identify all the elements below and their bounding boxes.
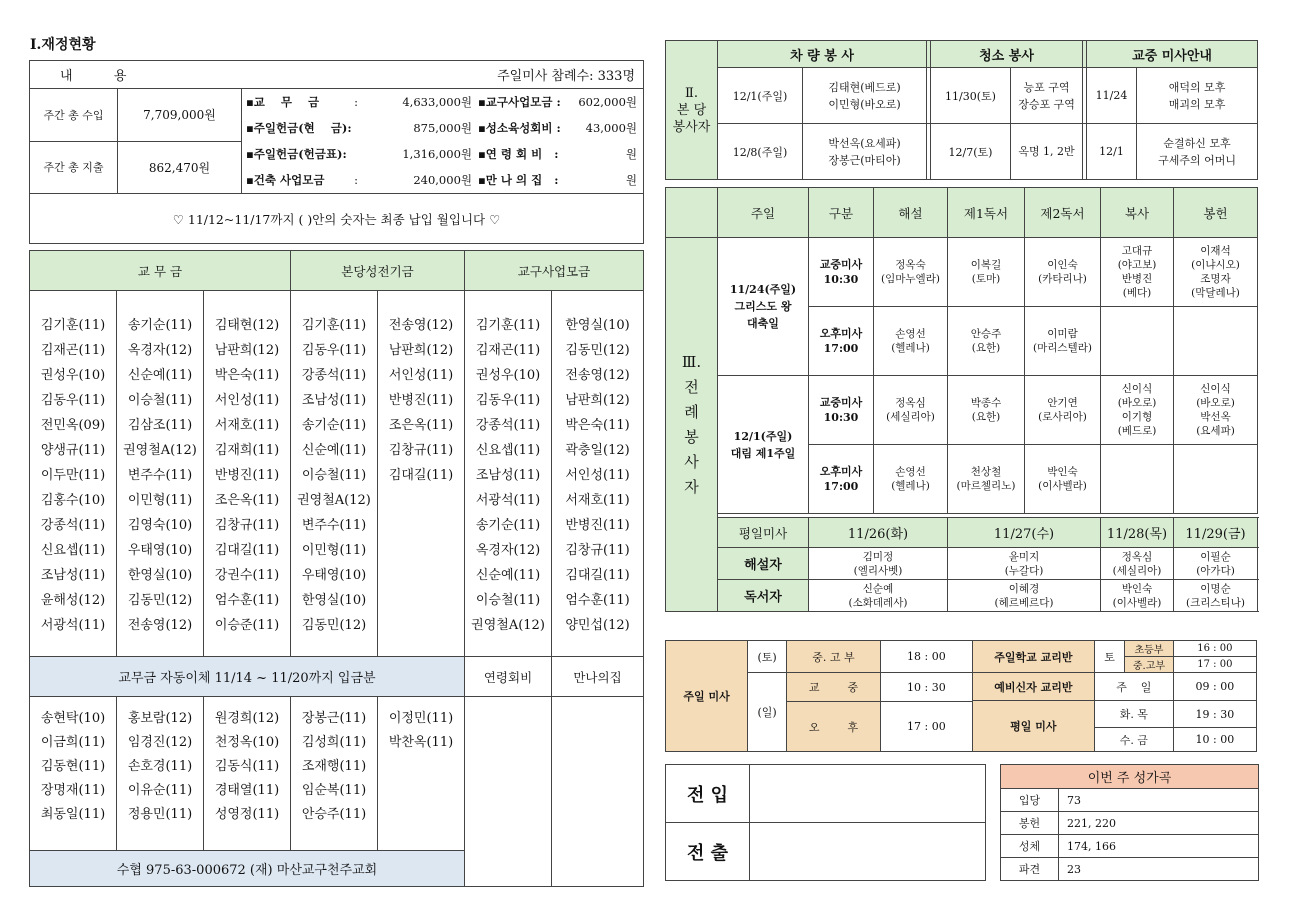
manna-header: 만나의집 [552, 657, 644, 697]
to-label: 토 [1094, 641, 1124, 673]
liturgy-header-cell: 제1독서 [948, 188, 1025, 238]
donor-name: 곽충일(12) [565, 443, 630, 458]
auto-transfer-name: 김동식(11) [214, 759, 280, 774]
auto-transfer-name: 장명재(11) [40, 783, 106, 798]
middle-high-label: 중. 고 부 [787, 641, 881, 673]
finance-items [242, 89, 643, 193]
donor-column [465, 291, 552, 657]
content-header-row [30, 61, 644, 89]
donor-name: 한영실(10) [127, 568, 193, 583]
hymn-value: 221, 220 [1059, 812, 1259, 835]
donor-name: 김기훈(11) [40, 318, 106, 333]
sunday-mass-label: 주일 미사 [666, 641, 748, 752]
weekday-reader: 박인숙 (이사벨라) [1101, 580, 1174, 612]
donor-name: 김대길(11) [388, 468, 454, 483]
donor-name: 박은숙(11) [565, 418, 630, 433]
finance-item-label2: ▪교구사업모금 : [478, 95, 561, 109]
parish-service-label: Ⅱ. 본 당 봉사자 [666, 41, 718, 180]
donor-name: 김대길(11) [214, 543, 280, 558]
donor-column [552, 291, 644, 657]
donor-name: 김기훈(11) [475, 318, 541, 333]
auto-transfer-column [291, 697, 378, 851]
catechumen-day: 주 일 [1094, 673, 1173, 701]
liturgy-header-cell: 제2독서 [1025, 188, 1101, 238]
donor-name: 엄수훈(11) [565, 593, 630, 608]
hymn-label: 봉헌 [1001, 812, 1059, 835]
donor-name: 권영철A(12) [471, 618, 545, 633]
donor-name: 김재곤(11) [40, 343, 106, 358]
donor-name: 양민섭(12) [565, 618, 630, 633]
donor-name: 김동민(12) [565, 343, 630, 358]
donor-column [117, 291, 204, 657]
weekly-income-label: 주간 총 수입 [30, 89, 118, 142]
wed-fri-label: 수. 금 [1094, 728, 1173, 752]
car-names: 김태현(베드로) 이민형(바오로) [803, 68, 927, 124]
hymn-table [1000, 764, 1259, 881]
clean-area: 옥명 1, 2반 [1011, 124, 1083, 180]
donor-name: 김홍수(10) [40, 493, 106, 508]
finance-item-label2: ▪연 령 회 비 : [478, 147, 559, 161]
donor-name: 조은옥(11) [388, 418, 454, 433]
finance-summary-table [29, 60, 644, 244]
donor-name: 서인성(11) [388, 368, 454, 383]
finance-item-colon: : [354, 95, 358, 109]
liturgy-minister: 천상철 (마르첼리노) [948, 445, 1025, 514]
auto-transfer-name: 김성희(11) [301, 735, 367, 750]
donor-name: 전송영(12) [127, 618, 193, 633]
donor-name: 서광석(11) [40, 618, 106, 633]
finance-item-label: ▪건축 사업모금 [246, 173, 325, 187]
liturgy-header-row [666, 188, 1258, 238]
finance-item-amount2: 원 [625, 173, 637, 187]
sunday-school-label: 주일학교 교리반 [972, 641, 1094, 673]
guide-date: 11/24 [1087, 68, 1137, 124]
transfer-in-label: 전 입 [666, 765, 750, 823]
weekday-date: 11/28(목) [1101, 518, 1174, 548]
tue-thu-time: 19 : 30 [1173, 701, 1256, 728]
finance-item-row [242, 115, 643, 141]
elementary-time: 16 : 00 [1173, 641, 1256, 657]
auto-transfer-name: 송현탁(10) [40, 711, 106, 726]
auto-transfer-name: 안승주(11) [301, 807, 367, 822]
gyojung-time: 10 : 30 [880, 673, 972, 702]
liturgy-minister: 이인숙 (카타리나) [1025, 238, 1101, 307]
hymn-value: 174, 166 [1059, 835, 1259, 858]
gyomu-header: 교 무 금 [30, 251, 291, 291]
donor-table [29, 250, 644, 887]
donor-name: 조은옥(11) [214, 493, 280, 508]
donor-name: 반병진(11) [214, 468, 280, 483]
liturgy-minister: 정옥심 (세실리아) [874, 376, 948, 445]
auto-transfer-name: 경태열(11) [214, 783, 280, 798]
transfer-in-value [750, 765, 986, 823]
donor-name: 김동우(11) [301, 343, 367, 358]
mass-type: 오후미사 17:00 [809, 307, 874, 376]
auto-transfer-name: 이정민(11) [388, 711, 454, 726]
finance-items-cell [242, 89, 644, 194]
donor-name: 송기순(11) [301, 418, 367, 433]
donor-name: 박은숙(11) [214, 368, 280, 383]
auto-transfer-name: 정용민(11) [127, 807, 193, 822]
donor-name: 남판희(12) [565, 393, 630, 408]
clean-date: 12/7(토) [931, 124, 1011, 180]
liturgy-minister: 신이식 (바오로) 이기형 (베드로) [1101, 376, 1174, 445]
liturgy-minister: 안기연 (로사리아) [1025, 376, 1101, 445]
weekday-header-row [666, 518, 1258, 548]
donor-column [30, 291, 117, 657]
donor-name: 서재호(11) [214, 418, 280, 433]
donor-column [204, 291, 291, 657]
wed-fri-time: 10 : 00 [1173, 728, 1256, 752]
car-service-header: 차 량 봉 사 [718, 41, 927, 68]
car-date: 12/8(주일) [718, 124, 803, 180]
yeonryeong-header: 연령회비 [465, 657, 552, 697]
donor-name: 서인성(11) [565, 468, 630, 483]
donor-name: 남판희(12) [214, 343, 280, 358]
donor-name: 반병진(11) [565, 518, 630, 533]
donor-name: 우태영(10) [127, 543, 193, 558]
liturgy-header-cell: 구분 [809, 188, 874, 238]
liturgy-header-cell: 주일 [718, 188, 809, 238]
ohu-label: 오 후 [787, 702, 881, 752]
donor-name: 권성우(10) [40, 368, 106, 383]
liturgy-service-table [665, 187, 1258, 612]
middle-high2-time: 17 : 00 [1173, 657, 1256, 673]
donor-name: 우태영(10) [301, 568, 367, 583]
auto-transfer-name: 장봉근(11) [301, 711, 367, 726]
finance-item-amount: 4,633,000원 [402, 95, 472, 109]
auto-transfer-name: 김동현(11) [40, 759, 106, 774]
donor-name: 권영철A(12) [123, 443, 197, 458]
weekday-commentator: 김미정 (엘리사벳) [809, 548, 948, 580]
donor-name: 송기순(11) [127, 318, 193, 333]
donor-name: 서광석(11) [475, 493, 541, 508]
finance-item-label: ▪주일헌금(현 금): [246, 121, 352, 135]
donor-name: 신순예(11) [301, 443, 367, 458]
hymn-label: 파견 [1001, 858, 1059, 881]
finance-item-row [242, 141, 643, 167]
auto-transfer-column [117, 697, 204, 851]
auto-transfer-column [378, 697, 465, 851]
hymn-label: 입당 [1001, 789, 1059, 812]
auto-transfer-name: 천정옥(10) [214, 735, 280, 750]
transfer-table [665, 764, 986, 881]
donor-name: 윤해성(12) [40, 593, 106, 608]
donor-name: 이민형(11) [301, 543, 367, 558]
hymn-value: 73 [1059, 789, 1259, 812]
donor-name: 김기훈(11) [301, 318, 367, 333]
middle-high2-label: 중.고부 [1125, 657, 1174, 673]
weekday-reader: 이명순 (크리스티나) [1174, 580, 1258, 612]
liturgy-minister [1174, 445, 1258, 514]
finance-item-label2: ▪만 나 의 집 : [478, 173, 559, 187]
auto-transfer-name: 홍보람(12) [127, 711, 193, 726]
sunday-date: 11/24(주일) 그리스도 왕 대축일 [718, 238, 809, 376]
auto-transfer-header: 교무금 자동이체 11/14 ~ 11/20까지 입금분 [30, 657, 465, 697]
car-names: 박선옥(요세파) 장봉근(마티아) [803, 124, 927, 180]
donor-name: 조남성(11) [475, 468, 541, 483]
guide-names: 순결하신 모후 구세주의 어머니 [1137, 124, 1258, 180]
gyogu-header: 교구사업모금 [465, 251, 644, 291]
weekday-commentator: 정옥심 (세실리아) [1101, 548, 1174, 580]
liturgy-header-cell: 해설 [874, 188, 948, 238]
hymn-title: 이번 주 성가곡 [1001, 765, 1259, 789]
bank-account: 수협 975-63-000672 (재) 마산교구천주교회 [30, 851, 465, 887]
clean-date: 11/30(토) [931, 68, 1011, 124]
auto-transfer-column [204, 697, 291, 851]
hymn-label: 성체 [1001, 835, 1059, 858]
catechumen-time: 09 : 00 [1173, 673, 1256, 701]
donor-name: 강종석(11) [301, 368, 367, 383]
donor-name: 전송영(12) [388, 318, 454, 333]
auto-transfer-name: 임순복(11) [301, 783, 367, 798]
liturgy-minister: 고대규 (야고보) 반병진 (베다) [1101, 238, 1174, 307]
saturday-label: (토) [748, 641, 787, 673]
mass-schedule-table [665, 640, 1257, 752]
finance-item-amount: 1,316,000원 [402, 147, 472, 161]
parish-service-table [665, 40, 1258, 180]
liturgy-header-cell: 복사 [1101, 188, 1174, 238]
liturgy-minister: 박인숙 (이사벨라) [1025, 445, 1101, 514]
donor-name: 강권수(11) [214, 568, 280, 583]
weekday-commentator-row [666, 548, 1258, 580]
content-label: 내 용 [60, 69, 127, 84]
catechumen-label: 예비신자 교리반 [972, 673, 1094, 701]
donor-name: 이승철(11) [127, 393, 193, 408]
donor-name: 한영실(10) [565, 318, 630, 333]
donor-name: 이두만(11) [40, 468, 106, 483]
auto-transfer-name: 이유순(11) [127, 783, 193, 798]
donor-name: 신요셉(11) [40, 543, 106, 558]
auto-transfer-name: 원경희(12) [214, 711, 280, 726]
finance-item-colon: : [354, 173, 358, 187]
donor-name: 김창규(11) [214, 518, 280, 533]
auto-transfer-name: 조재행(11) [301, 759, 367, 774]
donor-name: 변주수(11) [127, 468, 193, 483]
finance-item-label2: ▪성소육성회비 : [478, 121, 561, 135]
weekday-mass-label: 평일 미사 [972, 701, 1094, 752]
liturgy-row [666, 238, 1258, 307]
auto-transfer-name: 박찬옥(11) [388, 735, 454, 750]
clean-area: 능포 구역 장승포 구역 [1011, 68, 1083, 124]
donor-name: 남판희(12) [388, 343, 454, 358]
weekday-reader: 이혜경 (헤르베르다) [948, 580, 1101, 612]
finance-item-label: ▪교 무 금 [246, 95, 320, 109]
weekday-reader: 신순예 (소화데레사) [809, 580, 948, 612]
auto-transfer-name: 임경진(12) [127, 735, 193, 750]
donor-name: 조남성(11) [40, 568, 106, 583]
payment-notice: ♡ 11/12~11/17까지 ( )안의 숫자는 최종 납입 월입니다 ♡ [30, 194, 644, 244]
commentator-label: 해설자 [718, 548, 809, 580]
liturgy-minister [1101, 445, 1174, 514]
liturgy-minister: 이미람 (마리스텔라) [1025, 307, 1101, 376]
donor-name: 김태현(12) [214, 318, 280, 333]
donor-name: 전민옥(09) [40, 418, 106, 433]
weekday-date: 11/27(수) [948, 518, 1101, 548]
finance-item-row [242, 167, 643, 193]
mass-type: 오후미사 17:00 [809, 445, 874, 514]
middle-high-time: 18 : 00 [880, 641, 972, 673]
auto-transfer-name: 성영정(11) [214, 807, 280, 822]
donor-name: 한영실(10) [301, 593, 367, 608]
reader-label: 독서자 [718, 580, 809, 612]
donor-name: 이승철(11) [301, 468, 367, 483]
donor-name: 신순예(11) [127, 368, 193, 383]
donor-name: 김재희(11) [214, 443, 280, 458]
donor-name: 양생규(11) [40, 443, 106, 458]
sunday-date: 12/1(주일) 대림 제1주일 [718, 376, 809, 514]
donor-name: 김창규(11) [388, 443, 454, 458]
finance-item-amount: 240,000원 [413, 173, 472, 187]
donor-name: 반병진(11) [388, 393, 454, 408]
finance-item-label: ▪주일헌금(헌금표): [246, 147, 347, 161]
guide-names: 애덕의 모후 매괴의 모후 [1137, 68, 1258, 124]
weekday-label: 평일미사 [718, 518, 809, 548]
donor-name: 강종석(11) [40, 518, 106, 533]
liturgy-minister: 안승주 (요한) [948, 307, 1025, 376]
donor-name: 김대길(11) [565, 568, 630, 583]
liturgy-corner [666, 188, 718, 238]
donor-name: 김동민(12) [127, 593, 193, 608]
weekly-income-value: 7,709,000원 [118, 89, 242, 142]
tue-thu-label: 화. 목 [1094, 701, 1173, 728]
donor-name: 신요셉(11) [475, 443, 541, 458]
attendance-count: 주일미사 참례수: 333명 [497, 69, 635, 84]
donor-name: 김재곤(11) [475, 343, 541, 358]
donor-name: 강종석(11) [475, 418, 541, 433]
ohu-time: 17 : 00 [880, 702, 972, 752]
liturgy-header-cell: 봉헌 [1174, 188, 1258, 238]
donor-column [378, 291, 465, 657]
gyojung-label: 교 중 [787, 673, 881, 702]
guide-date: 12/1 [1087, 124, 1137, 180]
donor-name: 서인성(11) [214, 393, 280, 408]
auto-transfer-name: 이금희(11) [40, 735, 106, 750]
sunday-label: (일) [748, 673, 787, 752]
mass-guide-header: 교중 미사안내 [1087, 41, 1258, 68]
donor-name: 엄수훈(11) [214, 593, 280, 608]
liturgy-minister [1174, 307, 1258, 376]
liturgy-minister: 손영선 (헬레나) [874, 307, 948, 376]
auto-transfer-row [30, 697, 644, 851]
clean-service-header: 청소 봉사 [931, 41, 1083, 68]
donor-lists-row [30, 291, 644, 657]
weekday-reader-row [666, 580, 1258, 612]
liturgy-minister: 손영선 (헬레나) [874, 445, 948, 514]
donor-name: 옥경자(12) [127, 343, 193, 358]
liturgy-minister: 신이식 (바오로) 박선옥 (요세파) [1174, 376, 1258, 445]
finance-item-amount2: 43,000원 [585, 121, 637, 135]
liturgy-minister [1101, 307, 1174, 376]
weekly-expense-value: 862,470원 [118, 141, 242, 194]
donor-name: 송기순(11) [475, 518, 541, 533]
transfer-out-value [750, 823, 986, 881]
transfer-out-label: 전 출 [666, 823, 750, 881]
weekday-commentator: 윤미지 (누갈다) [948, 548, 1101, 580]
donor-name: 김창규(11) [565, 543, 630, 558]
donor-name: 이민형(11) [127, 493, 193, 508]
donor-name: 권영철A(12) [297, 493, 371, 508]
liturgy-minister: 이재석 (이냐시오) 조명자 (막달레나) [1174, 238, 1258, 307]
mass-type: 교중미사 10:30 [809, 238, 874, 307]
donor-name: 권성우(10) [475, 368, 541, 383]
donor-name: 서재호(11) [565, 493, 630, 508]
car-date: 12/1(주일) [718, 68, 803, 124]
donor-name: 김삼조(11) [127, 418, 193, 433]
liturgy-minister: 박종수 (요한) [948, 376, 1025, 445]
auto-transfer-name: 최동일(11) [40, 807, 106, 822]
donor-name: 전송영(12) [565, 368, 630, 383]
liturgy-minister: 정옥숙 (임마누엘라) [874, 238, 948, 307]
liturgy-row [666, 376, 1258, 445]
donor-name: 이승철(11) [475, 593, 541, 608]
elementary-label: 초등부 [1125, 641, 1174, 657]
manna-list [552, 697, 644, 887]
donor-name: 신순예(11) [475, 568, 541, 583]
finance-title: Ⅰ.재정현황 [30, 37, 96, 53]
liturgy-service-label: Ⅲ. 전 례 봉 사 자 [666, 238, 718, 612]
liturgy-minister: 이복길 (토마) [948, 238, 1025, 307]
weekday-commentator: 이필순 (아가다) [1174, 548, 1258, 580]
auto-transfer-column [30, 697, 117, 851]
donor-name: 김동우(11) [475, 393, 541, 408]
bondang-header: 본당성전기금 [291, 251, 465, 291]
weekday-date: 11/26(화) [809, 518, 948, 548]
donor-name: 이승준(11) [214, 618, 280, 633]
auto-transfer-name: 손호경(11) [127, 759, 193, 774]
hymn-value: 23 [1059, 858, 1259, 881]
weekday-date: 11/29(금) [1174, 518, 1258, 548]
donor-name: 옥경자(12) [475, 543, 541, 558]
finance-item-amount2: 원 [625, 147, 637, 161]
finance-item-amount: 875,000원 [413, 121, 472, 135]
donor-name: 김동우(11) [40, 393, 106, 408]
mass-type: 교중미사 10:30 [809, 376, 874, 445]
finance-item-amount2: 602,000원 [578, 95, 637, 109]
donor-name: 변주수(11) [301, 518, 367, 533]
donor-name: 김동민(12) [301, 618, 367, 633]
donor-name: 조남성(11) [301, 393, 367, 408]
donor-name: 김영숙(10) [127, 518, 193, 533]
donor-column [291, 291, 378, 657]
finance-item-row [242, 89, 643, 115]
weekly-expense-label: 주간 총 지출 [30, 141, 118, 194]
yeonryeong-list [465, 697, 552, 887]
